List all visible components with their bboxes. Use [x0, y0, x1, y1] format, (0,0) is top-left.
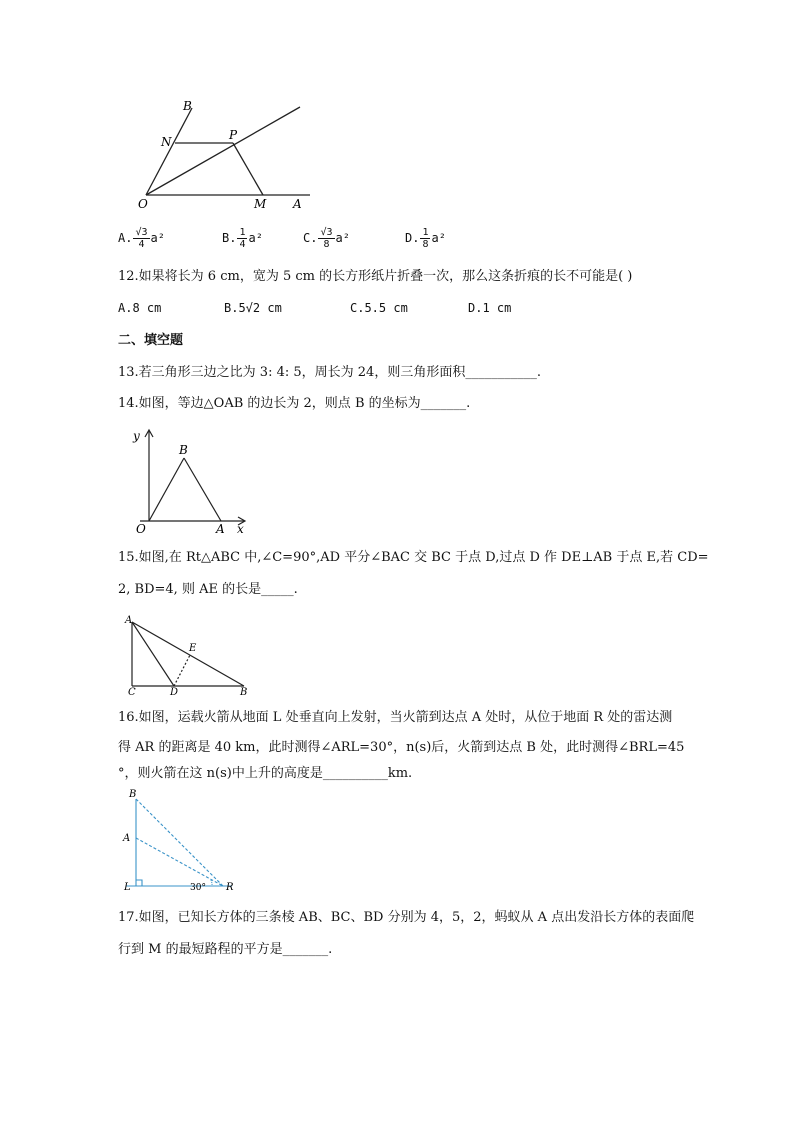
label-B: B [129, 789, 137, 800]
q14-text: 14.如图，等边△OAB 的边长为 2，则点 B 的坐标为_______. [118, 396, 471, 411]
q17-line1: 17.如图，已知长方体的三条棱 AB、BC、BD 分别为 4，5，2，蚂蚁从 A 点出发沿长方体的表面爬 [118, 910, 695, 925]
q16-line2: 得 AR 的距离是 40 km，此时测得∠ARL=30°，n(s)后，火箭到达点 B 处，此时测得∠BRL=45 [118, 740, 685, 755]
figure-q15 [122, 612, 262, 698]
q11-option-c: C. $\frac{√3}{8}$ a² [303, 227, 350, 250]
label-D: D [170, 687, 179, 698]
label-B: B [183, 99, 192, 113]
label-y: y [133, 429, 140, 443]
label-O: O [136, 522, 146, 536]
q11-option-d: D. $\frac{1}{8}$ a² [405, 227, 446, 250]
label-R: R [226, 882, 234, 893]
q12-option-d: D.1 cm [468, 301, 512, 315]
label-E: E [189, 643, 197, 654]
q11-option-b: B. $\frac{1}{4}$ a² [222, 227, 263, 250]
label-M: M [254, 197, 267, 211]
q12-text: 12.如果将长为 6 cm，宽为 5 cm 的长方形纸片折叠一次，那么这条折痕的长不可能是( ) [118, 269, 633, 284]
label-O: O [138, 197, 148, 211]
label-C: C [128, 687, 136, 698]
q11-option-a: A. $\frac{√3}{4}$ a² [118, 227, 165, 250]
q16-line3: °，则火箭在这 n(s)中上升的高度是__________km. [118, 766, 413, 781]
q12-option-b: B.5√2 cm [224, 301, 282, 315]
q15-line1: 15.如图,在 Rt△ABC 中,∠C=90°,AD 平分∠BAC 交 BC 于点 D,过点 D 作 DE⊥AB 于点 E,若 CD= [118, 550, 709, 565]
figure-q14 [128, 425, 258, 537]
q17-line2: 行到 M 的最短路程的平方是_______. [118, 942, 333, 957]
q13-text: 13.若三角形三边之比为 3: 4: 5，周长为 24，则三角形面积___________. [118, 365, 541, 380]
label-A: A [293, 197, 302, 211]
figure-q11 [130, 95, 330, 215]
label-B: B [179, 443, 188, 457]
label-N: N [161, 135, 172, 149]
q12-option-a: A.8 cm [118, 301, 162, 315]
label-x: x [237, 522, 244, 536]
q16-line1: 16.如图，运载火箭从地面 L 处垂直向上发射，当火箭到达点 A 处时，从位于地面 R 处的雷达测 [118, 710, 673, 725]
label-L: L [124, 882, 131, 893]
q12-option-c: C.5.5 cm [350, 301, 408, 315]
label-A: A [123, 833, 131, 844]
label-angle: 30° [190, 883, 206, 893]
label-B: B [240, 687, 248, 698]
figure-q16 [118, 787, 242, 895]
label-A: A [125, 615, 133, 626]
label-P: P [229, 128, 238, 142]
q15-line2: 2, BD=4, 则 AE 的长是_____. [118, 582, 298, 597]
section-heading: 二、填空题 [118, 333, 184, 348]
label-A: A [216, 522, 225, 536]
